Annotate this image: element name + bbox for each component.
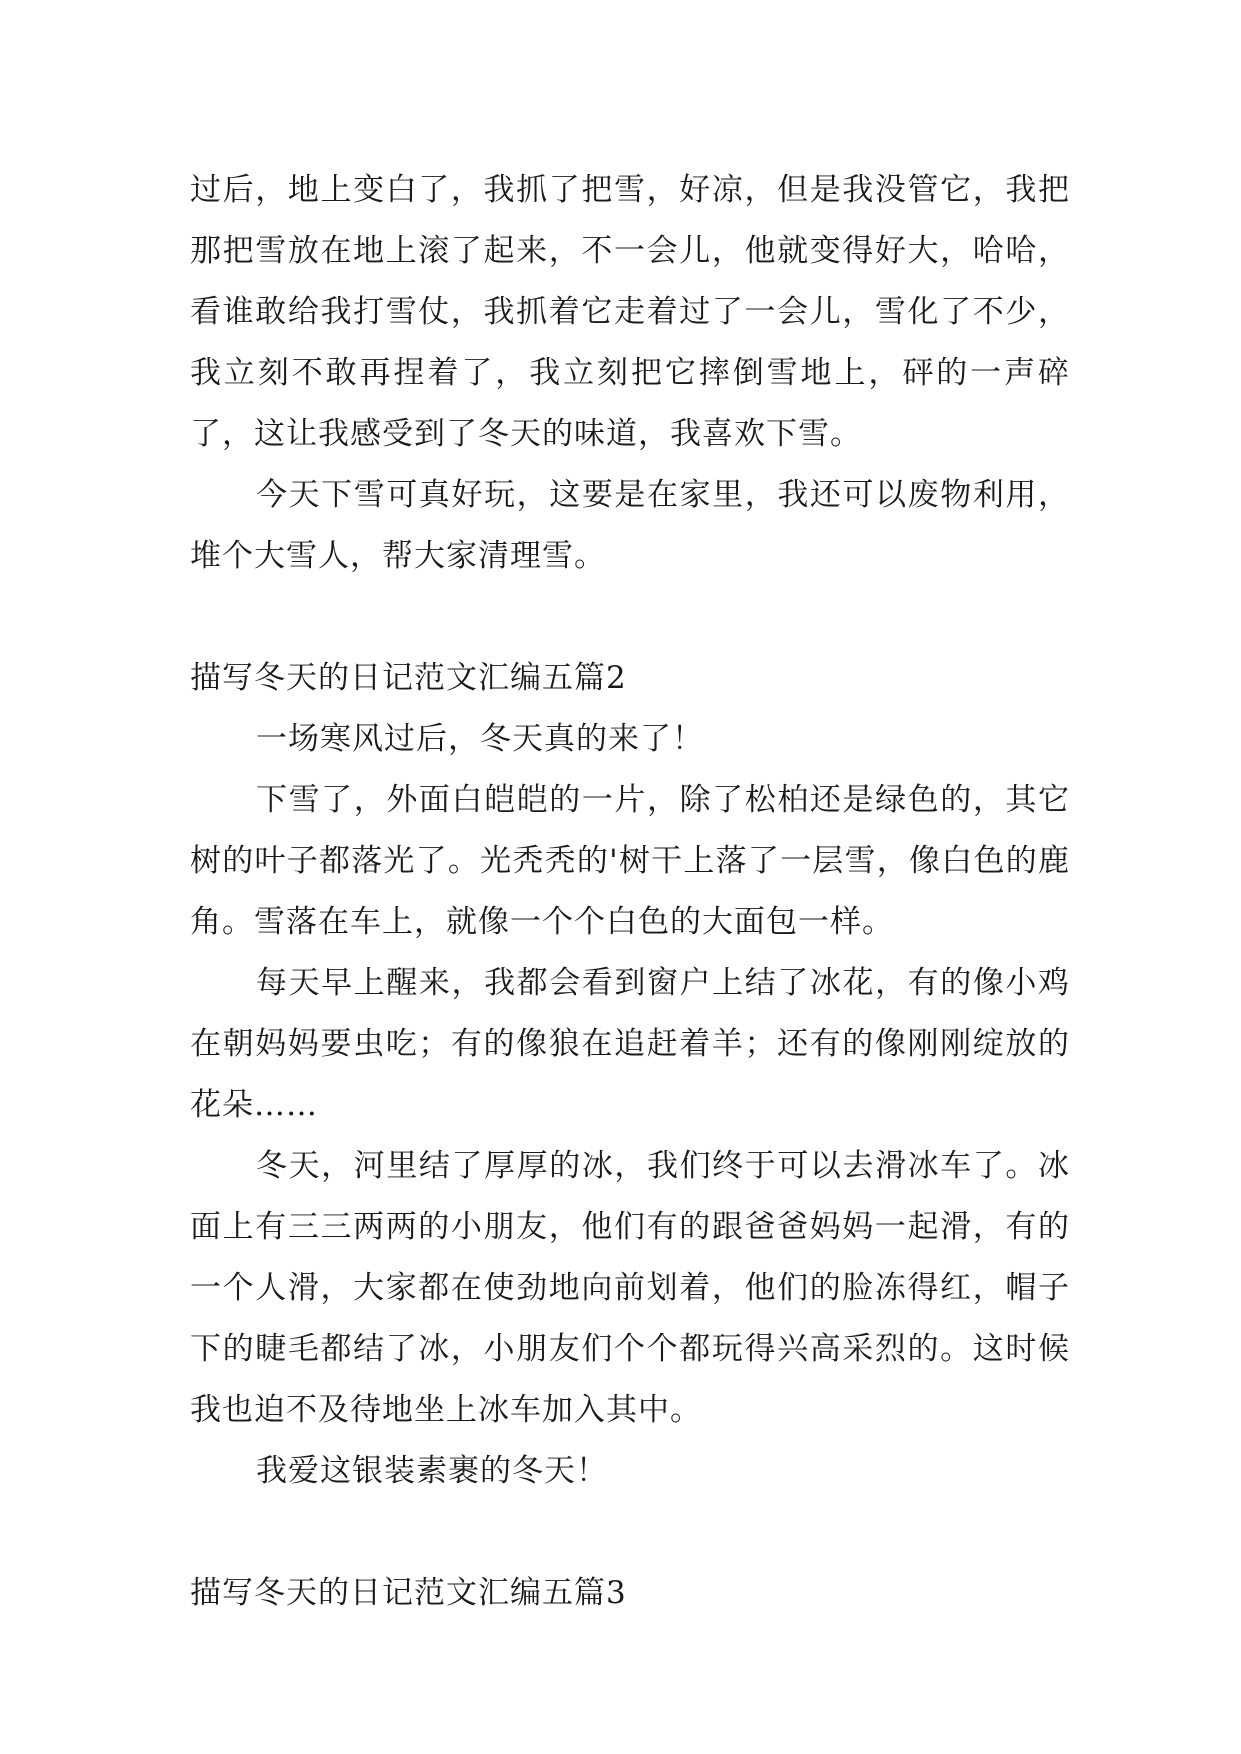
section-spacer <box>190 587 1070 648</box>
paragraph: 我爱这银装素裹的冬天！ <box>256 1453 608 1489</box>
paragraph: 每天早上醒来，我都会看到窗户上结了冰花，有的像小鸡在朝妈妈要虫吃；有的像狼在追赶着羊；还有的像刚刚绽放的花朵…… <box>190 965 1070 1123</box>
paragraph-continued: 过后，地上变白了，我抓了把雪，好凉，但是我没管它，我把那把雪放在地上滚了起来，不一会儿，他就变得好大，哈哈，看谁敢给我打雪仗，我抓着它走着过了一会儿，雪化了不少，我立刻不敢再捏着了，我立刻把它摔倒雪地上，砰的一声碎了，这让我感受到了冬天的味道，我喜欢下雪。 <box>190 172 1070 452</box>
paragraph: 下雪了，外面白皑皑的一片，除了松柏还是绿色的，其它树的叶子都落光了。光秃秃的'树干上落了一层雪，像白色的鹿角。雪落在车上，就像一个个白色的大面包一样。 <box>190 782 1070 940</box>
section-heading-3: 描写冬天的日记范文汇编五篇3 <box>190 1575 627 1611</box>
paragraph: 冬天，河里结了厚厚的冰，我们终于可以去滑冰车了。冰面上有三三两两的小朋友，他们有的跟爸爸妈妈一起滑，有的一个人滑，大家都在使劲地向前划着，他们的脸冻得红，帽子下的睫毛都结了冰，小朋友们个个都玩得兴高采烈的。这时候我也迫不及待地坐上冰车加入其中。 <box>190 1148 1070 1428</box>
paragraph: 一场寒风过后，冬天真的来了！ <box>256 721 704 757</box>
section-heading-2: 描写冬天的日记范文汇编五篇2 <box>190 660 627 696</box>
document-body <box>190 160 1070 1624</box>
section-spacer <box>190 1502 1070 1563</box>
paragraph: 今天下雪可真好玩，这要是在家里，我还可以废物利用，堆个大雪人，帮大家清理雪。 <box>190 477 1070 574</box>
